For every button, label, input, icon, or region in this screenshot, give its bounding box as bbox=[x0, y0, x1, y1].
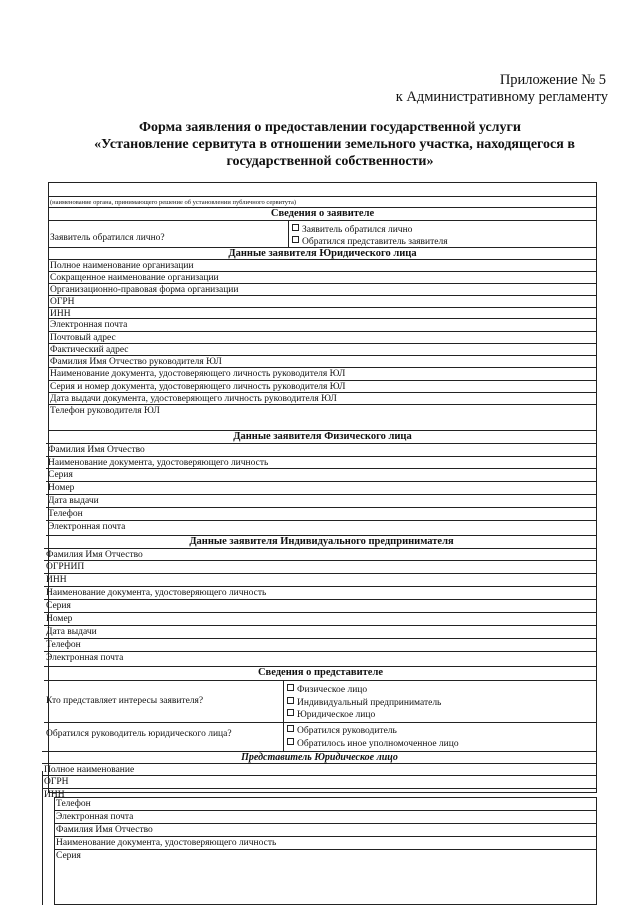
checkbox-icon[interactable] bbox=[292, 236, 299, 243]
individual-row-label: Серия bbox=[48, 470, 73, 480]
individual-row bbox=[46, 443, 597, 456]
entrepreneur-row-label: Электронная почта bbox=[46, 653, 124, 663]
checkbox-icon[interactable] bbox=[287, 709, 294, 716]
legal-entity-row bbox=[48, 295, 597, 307]
rep-legal-row bbox=[42, 775, 597, 788]
legal-entity-row bbox=[48, 259, 597, 271]
entrepreneur-row-label: Серия bbox=[46, 601, 71, 611]
legal-entity-row bbox=[48, 283, 597, 295]
rep-legal-row bbox=[42, 763, 597, 775]
rep-legal-row bbox=[54, 810, 597, 823]
rep-legal-row bbox=[54, 797, 597, 810]
legal-entity-row bbox=[48, 404, 597, 416]
option-legal-entity[interactable] bbox=[287, 709, 375, 721]
entrepreneur-row bbox=[44, 586, 597, 599]
appendix-line-2: к Административному регламенту bbox=[395, 89, 608, 105]
entrepreneur-row-label: Дата выдачи bbox=[46, 627, 97, 637]
rep-legal-row-label: ИНН bbox=[44, 790, 65, 800]
checkbox-icon[interactable] bbox=[287, 725, 294, 732]
rep-legal-row-label: Фамилия Имя Отчество bbox=[56, 825, 153, 835]
appendix-line-1: Приложение № 5 bbox=[499, 72, 606, 88]
applicant-question-divider bbox=[288, 220, 289, 247]
legal-entity-row-label: ИНН bbox=[50, 309, 71, 318]
rep-legal-row bbox=[54, 823, 597, 836]
applicant-question-label: Заявитель обратился лично? bbox=[50, 233, 165, 243]
rep-legal-row-label: ОГРН bbox=[44, 777, 69, 787]
legal-entity-row-label: ОГРН bbox=[50, 297, 75, 307]
form-title-line-2: «Установление сервитута в отношении земельного участка, находящегося в bbox=[94, 137, 575, 152]
entrepreneur-row bbox=[44, 548, 597, 560]
authority-caption-label: (наименование органа, принимающего решение об установлении публичного сервитута) bbox=[50, 199, 297, 206]
rep-legal-row-label: Электронная почта bbox=[56, 812, 134, 822]
legal-entity-row bbox=[48, 367, 597, 380]
legal-entity-row-label: Почтовый адрес bbox=[50, 333, 116, 343]
entrepreneur-row bbox=[44, 573, 597, 586]
legal-entity-row bbox=[48, 392, 597, 404]
entrepreneur-row-label: ИНН bbox=[46, 575, 67, 585]
entrepreneur-header-label: Данные заявителя Индивидуального предпринимателя bbox=[189, 536, 454, 547]
legal-entity-row-label: Электронная почта bbox=[50, 320, 128, 330]
representative-question-2-label: Обратился руководитель юридического лица? bbox=[46, 729, 232, 739]
rep-legal-row-label: Телефон bbox=[56, 799, 91, 809]
legal-entity-row-label: Сокращенное наименование организации bbox=[50, 273, 219, 283]
legal-entity-row-label: Дата выдачи документа, удостоверяющего личность руководителя ЮЛ bbox=[50, 394, 337, 404]
rep-legal-row-label: Наименование документа, удостоверяющего личность bbox=[56, 838, 277, 848]
form-title-line-3: государственной собственности» bbox=[226, 154, 434, 169]
applicant-info-header bbox=[48, 207, 597, 220]
legal-entity-header bbox=[48, 247, 597, 259]
individual-row-label: Фамилия Имя Отчество bbox=[48, 445, 145, 455]
option-entrepreneur-label: Индивидуальный предприниматель bbox=[297, 698, 442, 708]
option-entrepreneur[interactable] bbox=[287, 697, 441, 709]
legal-entity-row-label: Организационно-правовая форма организации bbox=[50, 285, 239, 295]
entrepreneur-row-label: Номер bbox=[46, 614, 73, 624]
representative-header-label: Сведения о представителе bbox=[257, 667, 384, 678]
rep-legal-row-label: Серия bbox=[56, 851, 81, 861]
legal-entity-row bbox=[48, 271, 597, 283]
individual-row bbox=[46, 507, 597, 520]
entrepreneur-row bbox=[44, 599, 597, 612]
individual-row-label: Номер bbox=[48, 483, 75, 493]
entrepreneur-row bbox=[44, 638, 597, 651]
option-applied-personally-label: Заявитель обратился лично bbox=[302, 225, 413, 235]
legal-entity-row bbox=[48, 343, 597, 355]
legal-entity-row-label: Полное наименование организации bbox=[50, 261, 194, 271]
entrepreneur-row bbox=[44, 625, 597, 638]
individual-row bbox=[46, 468, 597, 481]
option-individual-label: Физическое лицо bbox=[297, 685, 368, 695]
checkbox-icon[interactable] bbox=[292, 224, 299, 231]
option-head-applied-label: Обратился руководитель bbox=[297, 726, 397, 736]
option-head-applied[interactable] bbox=[287, 725, 397, 737]
checkbox-icon[interactable] bbox=[287, 697, 294, 704]
legal-entity-row-label: Наименование документа, удостоверяющего личность руководителя ЮЛ bbox=[50, 369, 346, 379]
option-other-authorized-label: Обратилось иное уполномоченное лицо bbox=[297, 739, 459, 749]
legal-entity-row bbox=[48, 355, 597, 367]
legal-entity-row-label: Серия и номер документа, удостоверяющего личность руководителя ЮЛ bbox=[50, 382, 346, 392]
entrepreneur-row bbox=[44, 560, 597, 573]
legal-entity-row bbox=[48, 307, 597, 318]
applicant-info-header-label: Сведения о заявителе bbox=[270, 208, 375, 219]
representative-header bbox=[44, 666, 597, 680]
form-title-line-1: Форма заявления о предоставлении государственной услуги bbox=[139, 120, 521, 135]
authority-caption bbox=[48, 196, 597, 207]
individual-row bbox=[46, 520, 597, 533]
entrepreneur-row bbox=[44, 612, 597, 625]
entrepreneur-row bbox=[44, 651, 597, 664]
option-other-authorized[interactable] bbox=[287, 738, 459, 750]
option-individual[interactable] bbox=[287, 684, 367, 696]
entrepreneur-header bbox=[46, 535, 597, 548]
rep-legal-row-label: Полное наименование bbox=[44, 765, 135, 775]
legal-entity-row-label: Фамилия Имя Отчество руководителя ЮЛ bbox=[50, 357, 222, 367]
rep-legal-row bbox=[54, 836, 597, 849]
entrepreneur-row-label: Телефон bbox=[46, 640, 81, 650]
individual-row bbox=[46, 481, 597, 494]
legal-entity-row bbox=[48, 380, 597, 392]
entrepreneur-row-label: ОГРНИП bbox=[46, 562, 85, 572]
legal-entity-row-label: Телефон руководителя ЮЛ bbox=[50, 406, 160, 416]
legal-entity-row bbox=[48, 331, 597, 343]
checkbox-icon[interactable] bbox=[287, 684, 294, 691]
individual-row-label: Дата выдачи bbox=[48, 496, 99, 506]
entrepreneur-row-label: Наименование документа, удостоверяющего личность bbox=[46, 588, 267, 598]
checkbox-icon[interactable] bbox=[287, 738, 294, 745]
individual-row-label: Наименование документа, удостоверяющего личность bbox=[48, 458, 269, 468]
rep-legal-header-label: Представитель Юридическое лицо bbox=[241, 752, 398, 763]
option-representative-applied-label: Обратился представитель заявителя bbox=[302, 237, 448, 247]
individual-row bbox=[46, 494, 597, 507]
individual-row-label: Электронная почта bbox=[48, 522, 126, 532]
legal-entity-header-label: Данные заявителя Юридического лица bbox=[228, 248, 417, 259]
option-legal-entity-label: Юридическое лицо bbox=[297, 710, 376, 720]
individual-header-label: Данные заявителя Физического лица bbox=[233, 431, 412, 442]
representative-question-1-label: Кто представляет интересы заявителя? bbox=[46, 696, 204, 706]
entrepreneur-row-label: Фамилия Имя Отчество bbox=[46, 550, 143, 560]
legal-entity-row-label: Фактический адрес bbox=[50, 345, 129, 355]
individual-row-label: Телефон bbox=[48, 509, 83, 519]
option-applied-personally[interactable] bbox=[292, 224, 412, 236]
individual-header bbox=[48, 430, 597, 443]
individual-row bbox=[46, 456, 597, 468]
legal-entity-row bbox=[48, 318, 597, 331]
rep-legal-row bbox=[54, 849, 597, 862]
rep-legal-header bbox=[42, 751, 597, 763]
